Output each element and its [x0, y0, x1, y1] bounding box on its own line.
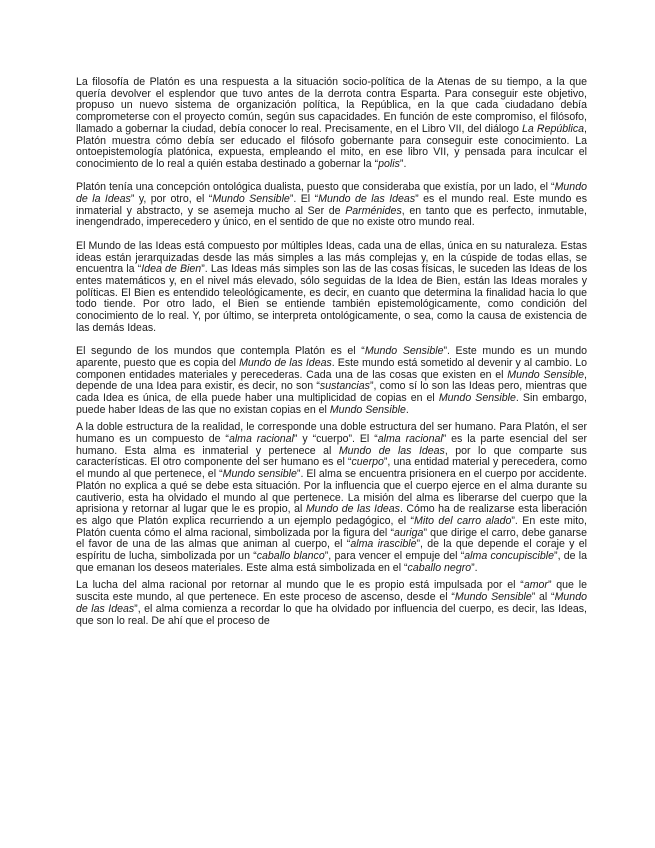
text-run: Platón tenía una concepción ontológica dualista, puesto que consideraba que existía, por un lado, el “	[76, 181, 555, 194]
paragraph-2	[76, 182, 587, 229]
emphasis-text: alma racional	[377, 433, 443, 446]
emphasis-text: polis	[378, 157, 400, 170]
emphasis-text: caballo negro	[407, 561, 472, 574]
emphasis-text: Mundo de la Ideas	[76, 181, 587, 206]
text-run: ” y “cuerpo”. El “	[293, 433, 378, 446]
text-run: , depende de una Idea para existir, es decir, no son “	[76, 368, 587, 393]
text-run: .	[405, 403, 409, 416]
text-run: . Este mundo está sometido al devenir y al cambio. Lo componen entidades materiales y perecederas. Cada una de las cosas que existen en el	[76, 356, 587, 381]
emphasis-text: Mundo de las Ideas	[318, 193, 416, 206]
text-run: , Platón muestra cómo debía ser educado el filósofo gobernante para conseguir este conocimiento. La ontoepistemología platónica, expuesta, empleando el mito, en ese libro VII, y pensada para inculcar el conocimiento de lo real a quién estaba destinado a gobernar la “	[76, 122, 587, 170]
text-run: . Cómo ha de realizarse esta liberación es algo que Platón explica recurriendo a un ejemplo pedagógico, el “	[76, 503, 587, 527]
paragraph-1	[76, 77, 587, 171]
paragraph-4	[76, 346, 587, 416]
text-run: ”. Este mundo es un mundo aparente, puesto que es copia del	[76, 345, 587, 369]
emphasis-text: Parménides	[345, 204, 402, 217]
emphasis-text: alma concupiscible	[464, 550, 555, 563]
text-run: ” que dirige el carro, debe ganarse el favor de una de las almas que animan al cuerpo, el “	[76, 526, 587, 551]
text-run: ”. El “	[289, 193, 319, 206]
text-run: El segundo de los mundos que contempla Platón es el “	[76, 345, 365, 358]
text-run: La lucha del alma racional por retornar al mundo que le es propio está impulsada por el “	[76, 579, 524, 592]
emphasis-text: Mundo de las Ideas	[76, 591, 587, 615]
text-run: La filosofía de Platón es una respuesta a la situación socio-política de la Atenas de su tiempo, a la que quería devolver el esplendor que tuvo antes de la derrota contra Esparta. Para conseguir este objetivo, propuso un nuevo sistema de organización política, la República, en la que cada ciudadano debía comprometerse con el proyecto común, según sus capacidades. En función de este compromiso, el filósofo, llamado a gobernar la ciudad, debía conocer lo real. Precisamente, en el Libro VII, del diálogo	[76, 76, 587, 135]
emphasis-text: caballo blanco	[256, 550, 325, 563]
emphasis-text: Mundo de las Ideas	[239, 356, 332, 369]
emphasis-text: Mundo Sensible	[212, 193, 290, 206]
text-run: ”, una entidad material y perecedera, como el mundo al que pertenece, el “	[76, 456, 587, 481]
text-run: ” es la parte esencial del ser humano. Esta alma es inmaterial y pertenece al	[76, 433, 588, 457]
paragraph-6	[76, 580, 587, 627]
emphasis-text: Mundo Sensible	[364, 345, 444, 358]
emphasis-text: alma racional	[228, 433, 294, 446]
text-run: ” y, por otro, el “	[130, 193, 213, 206]
emphasis-text: alma irascible	[350, 538, 417, 551]
text-run: ”, de la que emanan los deseos materiales. Este alma está simbolizada en el “	[76, 550, 588, 574]
text-run: A la doble estructura de la realidad, le corresponde una doble estructura del ser humano. Para Platón, el ser humano es un compuesto de “	[76, 421, 587, 446]
paragraph-3	[76, 241, 587, 335]
emphasis-text: La República	[522, 122, 585, 135]
text-run: ”, para vencer el empuje del “	[324, 550, 465, 563]
document-page	[76, 77, 587, 627]
text-run: ”, de la que depende el coraje y el espíritu de lucha, simbolizada por un “	[76, 538, 588, 563]
text-run: ” al “	[531, 591, 555, 604]
text-run: ”, el alma comienza a recordar lo que ha olvidado por influencia del cuerpo, es decir, las Ideas, que son lo real. De ahí que el proceso de	[76, 602, 587, 627]
text-run: ”. En este mito, Platón cuenta cómo el alma racional, simbolizada por la figura del “	[76, 514, 587, 539]
text-run: . Sin embargo, puede haber Ideas de las que no existan copias en el	[76, 391, 587, 416]
text-run: ”.	[471, 561, 478, 574]
paragraph-5	[76, 422, 587, 574]
emphasis-text: Mundo Sensible	[438, 391, 516, 404]
text-run: ”, como sí lo son las Ideas pero, mientras que cada Idea es única, de ella puede haber una multiplicidad de copias en el	[76, 380, 587, 404]
text-run: ”. El alma se encuentra prisionera en el cuerpo por accidente. Platón no explica a qué se debe esta situación. Por la influencia que el cuerpo ejerce en el alma durante su cautiverio, esta ha olvidado el mundo al que pertenece. La misión del alma es liberarse del cuerpo que la aprisiona y retornar al lugar que le es propio, al	[76, 468, 587, 516]
emphasis-text: sustancias	[319, 380, 370, 393]
emphasis-text: Mundo Sensible	[329, 403, 406, 416]
emphasis-text: auriga	[393, 526, 424, 539]
emphasis-text: Mundo Sensible	[507, 368, 585, 381]
emphasis-text: amor	[523, 579, 548, 592]
text-run: ”.	[399, 157, 407, 170]
text-run: ”. Las Ideas más simples son las de las cosas físicas, le suceden las Ideas de los entes matemáticos y, en el nivel más elevado, sólo seguidas de la Idea de Bien, están las Ideas morales y políticas. El Bien es entendido teleológicamente, es decir, en cuanto que determina la finalidad hacia lo que todo tiende. Por otro lado, el Bien se entiende también epistemológicamente, como condición del conocimiento de lo real. Y, por último, se interpreta ontológicamente, o sea, como la causa de existencia de las demás Ideas.	[76, 263, 587, 334]
text-run: , por lo que comparte sus características. El otro componente del ser humano es el “	[76, 444, 587, 469]
text-run: , en tanto que es perfecto, inmutable, inengendrado, imperecedero y único, en el sentido de que no existe otro mundo real.	[76, 204, 587, 229]
emphasis-text: Mundo de las Ideas	[338, 444, 445, 457]
emphasis-text: Idea de Bien	[141, 263, 202, 276]
emphasis-text: Mundo de las Ideas	[305, 503, 400, 516]
emphasis-text: Mundo sensible	[222, 468, 297, 481]
emphasis-text: cuerpo	[351, 456, 384, 469]
text-run: ” es el mundo real. Este mundo es inmaterial y abstracto, y se asemeja mucho al Ser de	[76, 193, 587, 217]
text-run: El Mundo de las Ideas está compuesto por múltiples Ideas, cada una de ellas, única en su naturaleza. Estas ideas están jerarquizadas desde las más simples a las más complejas y, en la cúspide de todas ellas, se encuentra la “	[76, 239, 587, 276]
emphasis-text: Mito del carro alado	[414, 514, 512, 527]
text-run: ” que le suscita este mundo, al que pertenece. En este proceso de ascenso, desde el “	[76, 579, 587, 604]
emphasis-text: Mundo Sensible	[454, 591, 532, 604]
